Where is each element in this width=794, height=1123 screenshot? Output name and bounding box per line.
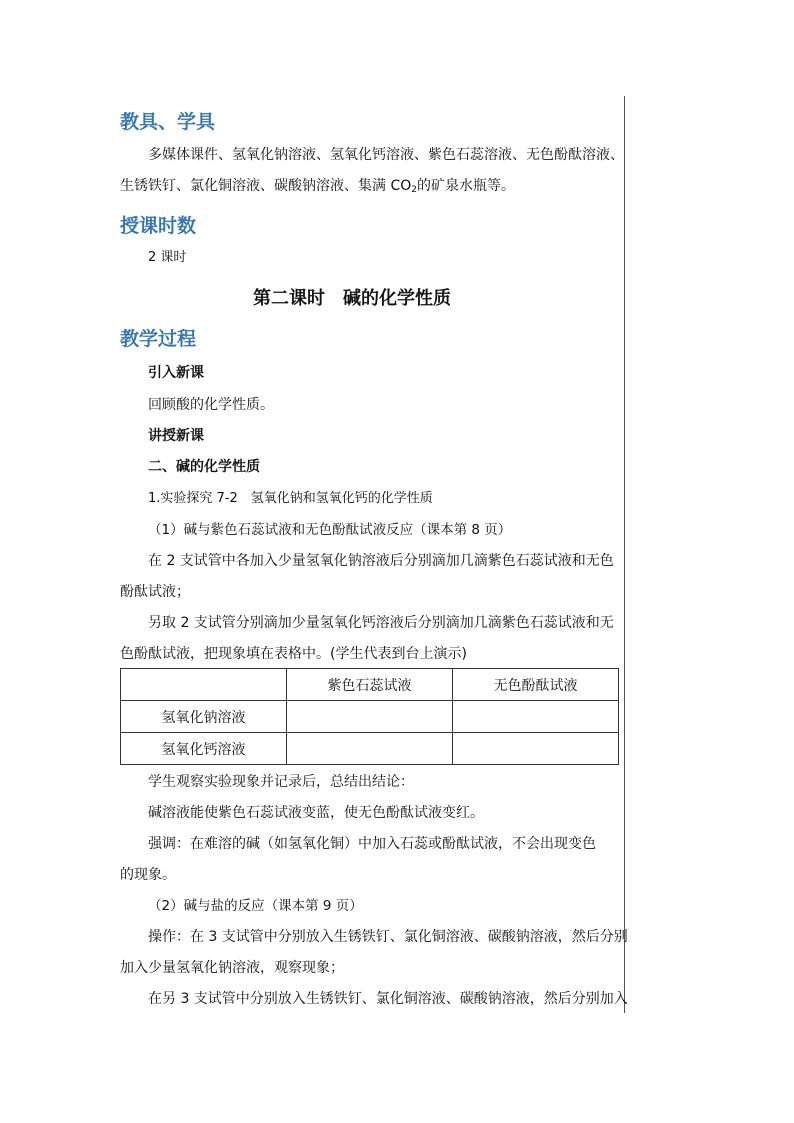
process-heading: 教学过程	[120, 328, 197, 350]
intro-heading: 引入新课	[148, 365, 204, 381]
hours-heading: 授课时数	[120, 215, 197, 237]
table-header-cell	[121, 669, 287, 701]
section-2-heading: 二、碱的化学性质	[148, 459, 260, 475]
emphasis-line-2: 的现象。	[120, 867, 176, 883]
table-header-cell: 无色酚酞试液	[453, 669, 619, 701]
paragraph-2-line-1: 另取 2 支试管分别滴加少量氢氧化钙溶液后分别滴加几滴紫色石蕊试液和无	[148, 615, 614, 631]
table-row	[121, 733, 619, 765]
experiment-title: 1.实验探究 7-2 氢氧化钠和氢氧化钙的化学性质	[148, 491, 433, 506]
tools-line-1: 多媒体课件、氢氧化钠溶液、氢氧化钙溶液、紫色石蕊溶液、无色酚酞溶液、	[148, 147, 624, 163]
paragraph-2-line-2: 色酚酞试液，把现象填在表格中。(学生代表到台上演示)	[120, 646, 467, 662]
subsection-2-title: （2）碱与盐的反应（课本第 9 页）	[148, 898, 363, 914]
table-cell	[287, 701, 453, 733]
conclusion-text: 碱溶液能使紫色石蕊试液变蓝，使无色酚酞试液变红。	[148, 805, 484, 821]
table-cell: 氢氧化钙溶液	[121, 733, 287, 765]
intro-text: 回顾酸的化学性质。	[148, 397, 274, 413]
subsection-1-title: （1）碱与紫色石蕊试液和无色酚酞试液反应（课本第 8 页）	[148, 522, 512, 538]
operation-line-1: 操作：在 3 支试管中分别放入生锈铁钉、氯化铜溶液、碳酸钠溶液，然后分别	[148, 929, 628, 945]
right-margin-rule	[624, 96, 625, 1013]
table-header-row	[121, 669, 619, 701]
tools-line-2: 生锈铁钉、氯化铜溶液、碳酸钠溶液、集满 $CO_2$的矿泉水瓶等。	[120, 178, 515, 195]
table-cell	[453, 701, 619, 733]
lesson-title: 第二课时 碱的化学性质	[253, 288, 451, 309]
observe-text: 学生观察实验现象并记录后，总结出结论：	[148, 774, 414, 790]
table-cell: 氢氧化钠溶液	[121, 701, 287, 733]
hours-value: 2 课时	[148, 250, 187, 265]
table-cell	[453, 733, 619, 765]
operation-line-2: 加入少量氢氧化钠溶液，观察现象；	[120, 960, 344, 976]
table-header-cell: 紫色石蕊试液	[287, 669, 453, 701]
paragraph-1-line-2: 酚酞试液；	[120, 584, 190, 600]
emphasis-line-1: 强调：在难溶的碱（如氢氧化铜）中加入石蕊或酚酞试液，不会出现变色	[148, 836, 596, 852]
paragraph-1-line-1: 在 2 支试管中各加入少量氢氧化钠溶液后分别滴加几滴紫色石蕊试液和无色	[148, 553, 614, 569]
table-cell	[287, 733, 453, 765]
table-row	[121, 701, 619, 733]
tools-heading: 教具、学具	[120, 111, 216, 133]
experiment-table	[120, 668, 619, 765]
operation-2-line-1: 在另 3 支试管中分别放入生锈铁钉、氯化铜溶液、碳酸钠溶液，然后分别加入	[148, 991, 628, 1007]
teach-heading: 讲授新课	[148, 428, 204, 444]
